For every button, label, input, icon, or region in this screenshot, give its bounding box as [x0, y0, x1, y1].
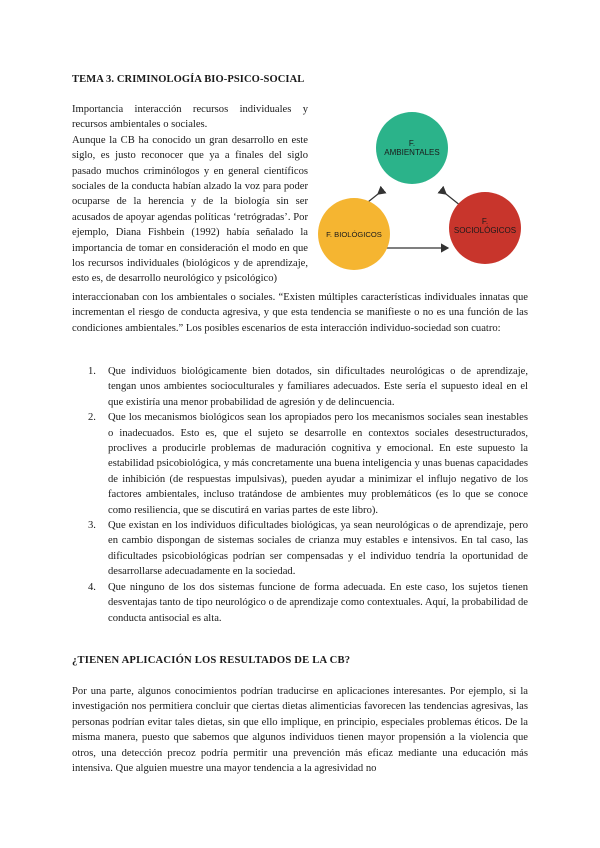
list-item-number: 3. — [88, 520, 96, 532]
factors-diagram — [318, 108, 528, 278]
list-item — [88, 364, 528, 410]
list-item-text: Que ninguno de los dos sistemas funcione de forma adecuada. En este caso, los sujetos tienen desventajas tanto de tipo neurológico o de aprendizaje como contextuales. Aquí, la probabilidad de conducta antisocial es alta. — [108, 581, 528, 624]
final-paragraph: Por una parte, algunos conocimientos podrían traducirse en aplicaciones interesantes. Por ejemplo, si la investigación nos permitiera concluir que ciertas dietas alimenticias favorecen las tendencias agresivas, las personas podrían evitar tales dietas, sin que ello implique, en principio, especiales problemas éticos. De la misma manera, puesto que sabemos que algunos individuos tienen mayor propensión a la violencia que otros, una detección precoz podría permitir una prevención más eficaz mediante una educación más intensiva. Que alguien muestre una mayor tendencia a la agresividad no — [72, 686, 528, 775]
list-item-text: Que individuos biológicamente bien dotados, sin dificultades neurológicas o de aprendizaje, tengan unos ambientes socioculturales y familiares adecuados. Este sería el supuesto ideal en el que existiría una menor probabilidad de agresión y de delincuencia. — [108, 366, 528, 408]
list-item — [88, 518, 528, 580]
list-item-number: 1. — [88, 366, 96, 377]
list-item — [88, 580, 528, 626]
node-sociologicos-label-1: F. — [481, 217, 489, 226]
list-item-text: Que existan en los individuos dificultades biológicas, ya sean neurológicas o de aprendizaje, pero en cambio dispongan de sistemas sociales de crianza muy estables e intensivos. En tal caso, las dificultades psicobiológicas podrían ser compensadas y el individuo tendría la oportunidad de desarrollarse adecuadamente en la sociedad. — [108, 520, 528, 578]
list-item-number: 4. — [88, 581, 96, 593]
section-subtitle: ¿TIENEN APLICACIÓN LOS RESULTADOS DE LA CB? — [72, 655, 351, 666]
intro-wrapped-text: Aunque la CB ha conocido un gran desarrollo en este siglo, es justo reconocer que ya a finales del siglo pasado muchos criminólogos y en general científicos sociales de la conducta habían alzado la voz para poder ocuparse de la herencia y de la biología sin ser acusados de apoyar agendas políticas ‘retrógradas’. Por ejemplo, Diana Fishbein (1992) había señalado la importancia de tomar en consideración el modo en que los recursos individuales (biológicos y de aprendizaje, esto es, de desarrollo neurológico y psicológico) — [72, 134, 308, 285]
intro-heading-line: Importancia interacción recursos individuales y recursos ambientales o sociales. — [72, 104, 308, 131]
node-biologicos-label-1: F. BIOLÓGICOS — [326, 230, 382, 239]
list-item-number: 2. — [88, 412, 96, 424]
node-ambientales-label-2: AMBIENTALES — [384, 148, 440, 157]
intro-column — [72, 102, 308, 287]
scenarios-list — [88, 364, 528, 626]
list-item — [88, 410, 528, 518]
intro-full-text: interaccionaban con los ambientales o sociales. “Existen múltiples características individuales innatas que incrementan el riesgo de conducta agresiva, y que esta tendencia se manifieste o no es una función de las condiciones ambientales.” Los posibles escenarios de esta interacción individuo-sociedad son cuatro: — [72, 292, 528, 334]
page-title: TEMA 3. CRIMINOLOGÍA BIO-PSICO-SOCIAL — [72, 74, 305, 85]
node-sociologicos-label-2: SOCIOLÓGICOS — [453, 226, 517, 235]
node-ambientales-label-1: F. — [408, 139, 416, 148]
list-item-text: Que los mecanismos biológicos sean los apropiados pero los mecanismos sociales sean inestables o inadecuados. Esto es, que el sujeto se desarrolle en contextos sociales desestructurados, proclives a producirle problemas de maduración cognitiva y emocional. En este supuesto la estabilidad psicobiológica, y más concretamente una buena inteligencia y unas buenas capacidades de inhibición (de respuestas impulsivas), pueden ayudar a minimizar el influjo negativo de los factores ambientales, incluso tratándose de ambientes muy problemáticos (es lo que se conoce como resiliencia, que se discutirá en varias partes de este libro). — [108, 412, 528, 516]
